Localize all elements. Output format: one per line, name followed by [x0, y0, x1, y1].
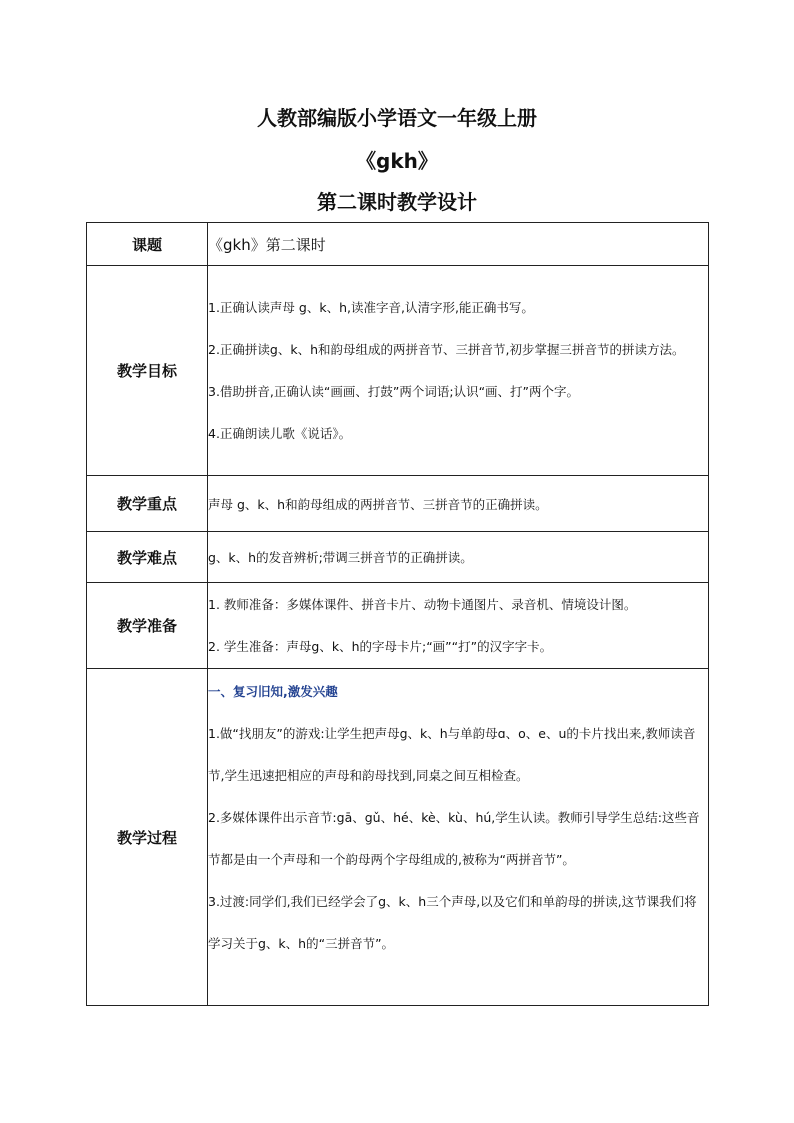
process-section-heading: 一、复习旧知,激发兴趣 — [208, 684, 338, 699]
preparation-item: 1. 教师准备：多媒体课件、拼音卡片、动物卡通图片、录音机、情境设计图。 — [208, 596, 637, 612]
table-row-goals — [87, 266, 709, 476]
row-label-title: 课题 — [87, 223, 208, 266]
table-row-process — [87, 669, 709, 1006]
preparation-item: 2. 学生准备：声母g、k、h的字母卡片;“画”“打”的汉字字卡。 — [208, 638, 553, 654]
row-label-key-points: 教学重点 — [87, 476, 208, 532]
row-label-process: 教学过程 — [87, 669, 208, 1006]
table-row-preparation — [87, 583, 709, 669]
document-subtitle: 第二课时教学设计 — [317, 190, 477, 214]
process-cell — [208, 669, 709, 1006]
table-row-key-points — [87, 476, 709, 532]
goal-item: 1.正确认读声母 g、k、h,读准字音,认清字形,能正确书写。 — [208, 299, 534, 315]
document-title: 人教部编版小学语文一年级上册 — [257, 106, 537, 130]
row-label-difficulties: 教学难点 — [87, 532, 208, 583]
preparation-cell — [208, 583, 709, 669]
process-step: 3.过渡:同学们,我们已经学会了g、k、h三个声母,以及它们和单韵母的拼读,这节课我们将学习关于g、k、h的“三拼音节”。 — [208, 894, 697, 951]
key-points-value: 声母 g、k、h和韵母组成的两拼音节、三拼音节的正确拼读。 — [208, 476, 709, 532]
table-row-title — [87, 223, 709, 266]
process-step: 2.多媒体课件出示音节:gā、gǔ、hé、kè、kù、hú,学生认读。教师引导学生总结:这些音节都是由一个声母和一个韵母两个字母组成的,被称为“两拼音节”。 — [208, 810, 700, 867]
goal-item: 3.借助拼音,正确认读“画画、打鼓”两个词语;认识“画、打”两个字。 — [208, 383, 580, 399]
goals-cell — [208, 266, 709, 476]
process-step: 1.做“找朋友”的游戏:让学生把声母g、k、h与单韵母ɑ、o、e、u的卡片找出来,教师读音节,学生迅速把相应的声母和韵母找到,同桌之间互相检查。 — [208, 726, 696, 783]
lesson-title-value: 《gkh》第二课时 — [208, 223, 709, 266]
row-label-goals: 教学目标 — [87, 266, 208, 476]
lesson-name: 《gkh》 — [356, 149, 438, 173]
table-row-difficulties — [87, 532, 709, 583]
goal-item: 2.正确拼读g、k、h和韵母组成的两拼音节、三拼音节,初步掌握三拼音节的拼读方法。 — [208, 341, 685, 357]
difficulties-value: g、k、h的发音辨析;带调三拼音节的正确拼读。 — [208, 532, 709, 583]
goal-item: 4.正确朗读儿歌《说话》。 — [208, 425, 352, 441]
lesson-plan-table — [86, 222, 709, 1006]
row-label-preparation: 教学准备 — [87, 583, 208, 669]
